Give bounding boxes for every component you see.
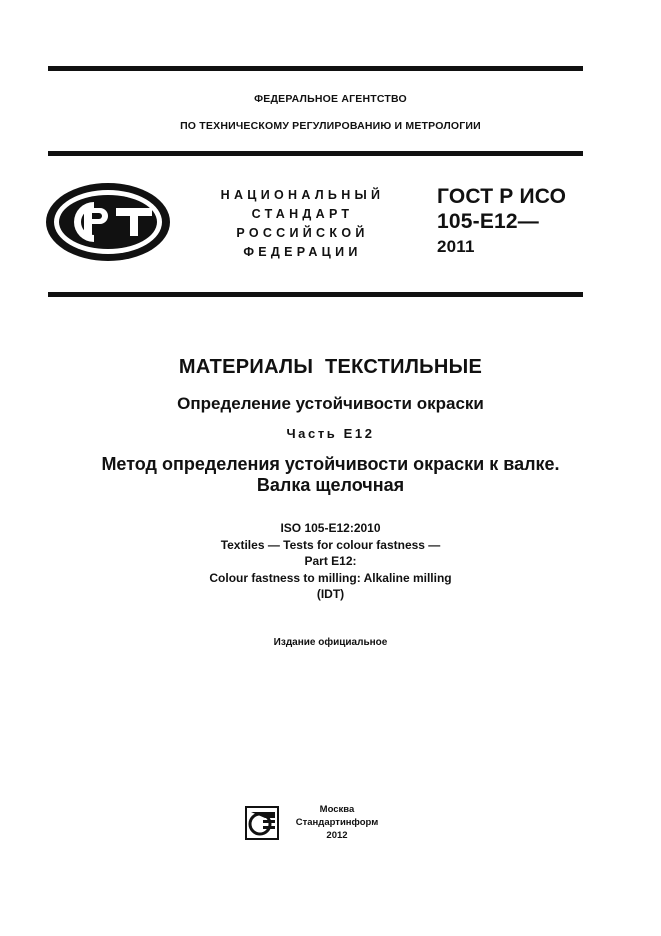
iso-line-1: ISO 105-E12:2010	[280, 521, 381, 535]
document-subtitle: Определение устойчивости окраски	[177, 394, 484, 413]
edition-note: Издание официальное	[273, 637, 388, 648]
iso-line-3: Part E12:	[304, 554, 357, 568]
top-rule	[48, 66, 583, 71]
agency-line-1: ФЕДЕРАЛЬНОЕ АГЕНТСТВО	[254, 93, 407, 105]
standartinform-logo-icon	[245, 806, 279, 840]
publisher-text	[289, 803, 385, 842]
method-line-2: Валка щелочная	[256, 475, 405, 495]
header-bottom-rule	[48, 151, 583, 156]
iso-line-4: Colour fastness to milling: Alkaline milling	[209, 570, 452, 585]
publisher-name: Стандартинформ	[295, 817, 379, 828]
iso-reference	[0, 520, 661, 603]
standard-designation	[437, 184, 566, 259]
publisher-block	[245, 803, 385, 843]
designation-line-1: ГОСТ Р ИСО	[437, 185, 567, 208]
national-standard-label	[205, 186, 400, 262]
publisher-city: Москва	[319, 804, 355, 815]
iso-line-2: Textiles — Tests for colour fastness —	[220, 537, 441, 552]
method-line-1: Метод определения устойчивости окраски к валке.	[101, 454, 560, 474]
document-part: Часть Е12	[286, 426, 375, 441]
document-title: МАТЕРИАЛЫ ТЕКСТИЛЬНЫЕ	[178, 356, 483, 378]
method-title	[0, 454, 661, 496]
designation-line-2: 105-Е12—	[437, 210, 539, 233]
designation-year: 2011	[437, 237, 475, 256]
publisher-year: 2012	[326, 830, 348, 841]
national-line-1: НАЦИОНАЛЬНЫЙ	[220, 188, 385, 202]
standard-block-rule	[48, 292, 583, 297]
national-line-2: СТАНДАРТ	[251, 207, 354, 221]
national-line-3: РОССИЙСКОЙ	[236, 226, 369, 240]
rst-emblem-icon	[44, 181, 172, 263]
iso-line-5: (IDT)	[316, 587, 345, 601]
agency-line-2: ПО ТЕХНИЧЕСКОМУ РЕГУЛИРОВАНИЮ И МЕТРОЛОГИИ	[180, 120, 481, 132]
national-line-4: ФЕДЕРАЦИИ	[243, 245, 362, 259]
